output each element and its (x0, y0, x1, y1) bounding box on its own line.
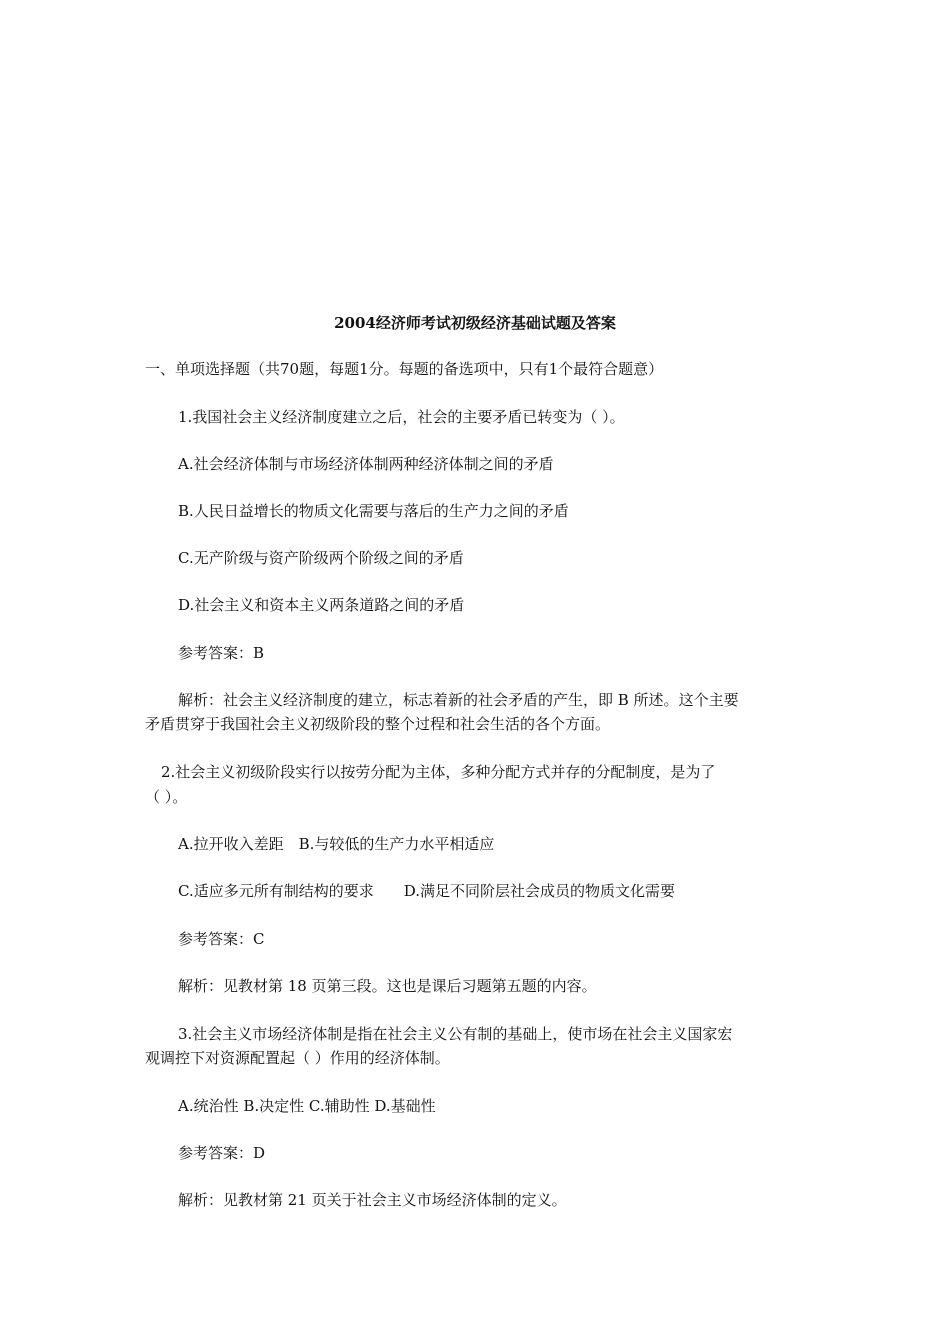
question-1-stem: 1.我国社会主义经济制度建立之后，社会的主要矛盾已转变为（ ）。 (178, 408, 625, 426)
question-2-stem-line-1: 2.社会主义初级阶段实行以按劳分配为主体，多种分配方式并存的分配制度，是为了 (161, 763, 716, 781)
question-2-analysis: 解析：见教材第 18 页第三段。这也是课后习题第五题的内容。 (178, 977, 597, 995)
section-heading: 一、单项选择题（共70题，每题1分。每题的备选项中，只有1个最符合题意） (145, 360, 664, 378)
question-1-option-b: B.人民日益增长的物质文化需要与落后的生产力之间的矛盾 (178, 502, 569, 520)
question-1-option-c: C.无产阶级与资产阶级两个阶级之间的矛盾 (178, 549, 464, 567)
question-2-options-line-1: A.拉开收入差距 B.与较低的生产力水平相适应 (178, 835, 495, 853)
question-3-stem-line-2: 观调控下对资源配置起（ ）作用的经济体制。 (145, 1049, 450, 1067)
question-3-stem-line-1: 3.社会主义市场经济体制是指在社会主义公有制的基础上，使市场在社会主义国家宏 (178, 1025, 733, 1043)
question-2-options-line-2: C.适应多元所有制结构的要求 D.满足不同阶层社会成员的物质文化需要 (178, 882, 675, 900)
question-1-analysis-line-2: 矛盾贯穿于我国社会主义初级阶段的整个过程和社会生活的各个方面。 (145, 715, 611, 733)
question-3-analysis: 解析：见教材第 21 页关于社会主义市场经济体制的定义。 (178, 1191, 567, 1209)
question-1-analysis-line-1: 解析：社会主义经济制度的建立，标志着新的社会矛盾的产生，即 B 所述。这个主要 (178, 691, 739, 709)
question-3-options: A.统治性 B.决定性 C.辅助性 D.基础性 (178, 1097, 436, 1115)
question-2-stem-line-2: （ ）。 (145, 788, 188, 806)
question-1-option-a: A.社会经济体制与市场经济体制两种经济体制之间的矛盾 (178, 455, 554, 473)
question-1-option-d: D.社会主义和资本主义两条道路之间的矛盾 (178, 596, 465, 614)
question-2-answer: 参考答案：C (178, 930, 265, 948)
document-title: 2004经济师考试初级经济基础试题及答案 (334, 314, 616, 332)
question-1-answer: 参考答案：B (178, 644, 265, 662)
question-3-answer: 参考答案：D (178, 1144, 266, 1162)
